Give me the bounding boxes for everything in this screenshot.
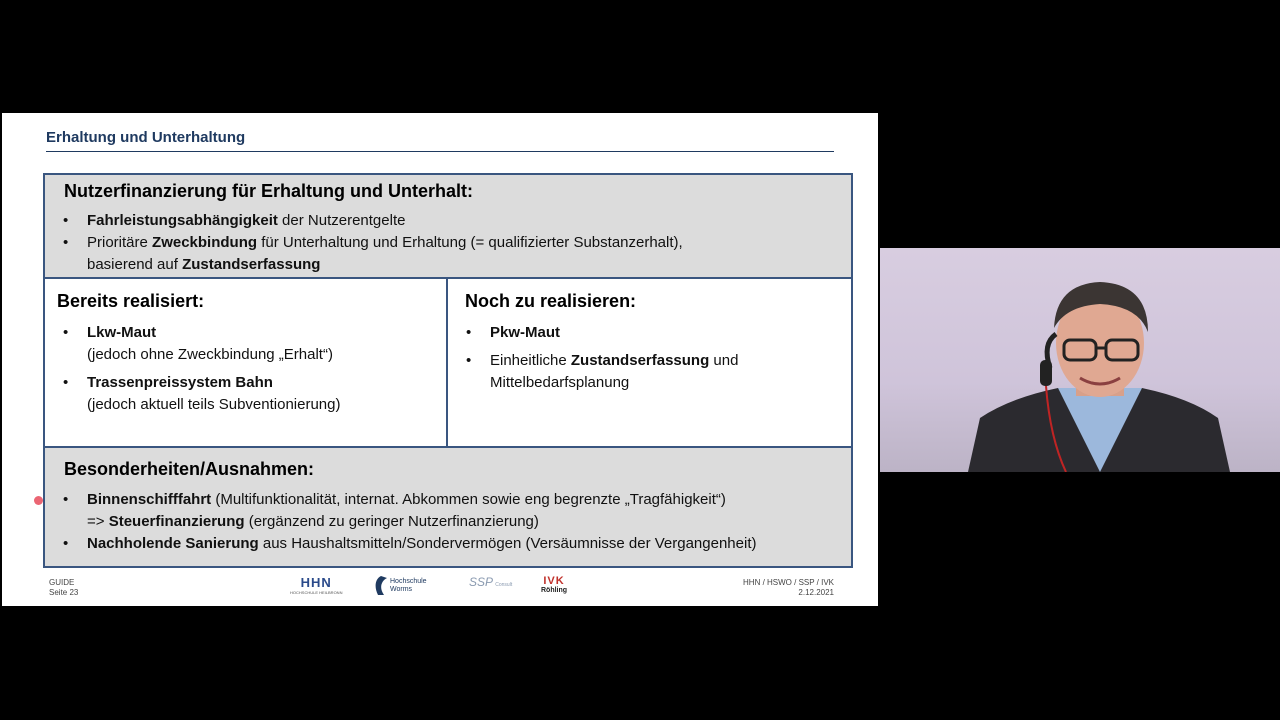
presenter-video-icon xyxy=(880,248,1280,472)
user-financing-box xyxy=(43,173,853,279)
ssp-logo: SSP Consult xyxy=(469,575,513,589)
slide-title: Erhaltung und Unterhaltung xyxy=(46,129,246,146)
realized-box xyxy=(43,277,448,448)
footer-right: HHN / HSWO / SSP / IVK 2.12.2021 xyxy=(743,578,834,597)
webcam-video xyxy=(880,248,1280,472)
to-realize-heading: Noch zu realisieren: xyxy=(465,291,637,311)
list-item: • Trassenpreissystem Bahn (jedoch aktuell teils Subventionierung) xyxy=(63,372,433,416)
list-item: • Fahrleistungsabhängigkeit der Nutzerentgelte xyxy=(63,210,833,232)
recording-dot-icon xyxy=(34,496,43,505)
user-financing-list xyxy=(63,210,833,276)
exceptions-heading: Besonderheiten/Ausnahmen: xyxy=(64,459,315,479)
realized-list xyxy=(63,322,433,416)
list-item: • Prioritäre Zweckbindung für Unterhaltung und Erhaltung (= qualifizierter Substanzerhalt), basierend auf Zustandserfassung xyxy=(63,232,833,276)
title-divider xyxy=(46,151,834,152)
to-realize-box xyxy=(446,277,853,448)
list-item: • Nachholende Sanierung aus Haushaltsmitteln/Sondervermögen (Versäumnisse der Vergangenheit) xyxy=(63,533,843,555)
footer-left: GUIDE Seite 23 xyxy=(49,578,79,597)
user-financing-heading: Nutzerfinanzierung für Erhaltung und Unterhalt: xyxy=(64,181,473,201)
ivk-logo: IVK Röhling xyxy=(541,575,568,594)
presentation-slide xyxy=(2,113,878,606)
to-realize-list xyxy=(466,322,836,394)
hhn-logo: HHN HOCHSCHULE HEILBRONN xyxy=(290,575,343,595)
realized-heading: Bereits realisiert: xyxy=(57,291,205,311)
list-item: • Pkw-Maut xyxy=(466,322,836,344)
worms-emblem-icon xyxy=(372,575,390,597)
list-item: • Binnenschifffahrt (Multifunktionalität, internat. Abkommen sowie eng begrenzte „Tragfähigkeit“) => Steuerfinanzierung (ergänzend zu geringer Nutzerfinanzierung) xyxy=(63,489,843,533)
worms-logo: Hochschule Worms xyxy=(372,575,432,597)
exceptions-box xyxy=(43,446,853,568)
list-item: • Einheitliche Zustandserfassung und Mittelbedarfsplanung xyxy=(466,350,836,394)
list-item: • Lkw-Maut (jedoch ohne Zweckbindung „Erhalt“) xyxy=(63,322,433,366)
exceptions-list xyxy=(63,489,843,555)
